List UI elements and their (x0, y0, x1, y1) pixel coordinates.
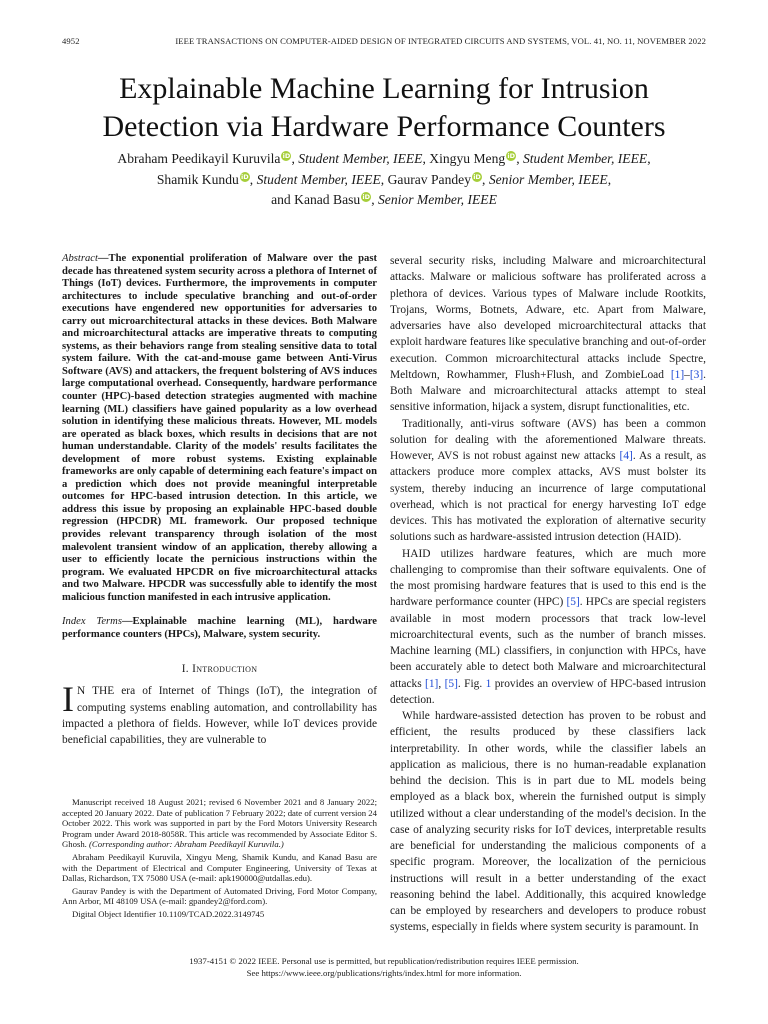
paragraph-text: . Both Malware and microarchitectural attacks attempt to steal sensitive information, hijack a system, disrupt functionalities, etc. (390, 368, 706, 414)
paragraph-text: . Fig. (457, 677, 486, 690)
drop-cap: I (62, 679, 74, 720)
title-line-2: Detection via Hardware Performance Counters (102, 110, 666, 143)
paragraph-text: several security risks, including Malware and microarchitectural attacks. Malware or malicious software has proliferated across a plethora of devices. Various types of Malware include Rootkits, Trojans, Worms, Botnets, Adware, etc. Apart from Malware, adversaries have also developed microarchitectural attacks that exploit hardware features like speculative branching and out-of-order execution. Common microarchitectural attacks include Spectre, Meltdown, Rowhammer, Flush+Flush, and ZombieLoad (390, 255, 706, 381)
author-list (40, 149, 728, 211)
orcid-icon[interactable]: iD (473, 172, 481, 181)
paragraph-text: . As a result, as attackers produce more complex attacks, AVS must bolster its system, thereby inducing an incurrence of large computational overhead, which is not practical for energy harvesting IoT edge devices. This has motivated the exploration of alternative security solutions such as hardware-assisted intrusion detection (HAID). (390, 450, 707, 544)
index-terms-label: Index Terms (62, 616, 122, 628)
author-name: Shamik Kundu (156, 171, 239, 187)
intro-paragraph (62, 679, 377, 747)
author-name: Gaurav Pandey (387, 171, 472, 187)
index-terms-text: Explainable machine learning (ML), hardware performance counters (HPCs), Malware, system security. (62, 616, 377, 640)
footnote-doi: Digital Object Identifier 10.1109/TCAD.2022.3149745 (72, 908, 265, 919)
abstract: Abstract—The exponential proliferation of Malware over the past decade has threatened system security across a plethora of Internet of Things (IoT) devices. Furthermore, the improvements in computer architectures to include speculative branching and out-of-order executions have engendered new opportunities for adversaries to carry out microarchitectural attacks in these devices. Both Malware and microarchitectural attacks are imperative threats to computing systems, as their behaviors range from stealing sensitive data to total system failure. With the cat-and-mouse game between Anti-Virus Software (AVS) and attackers, the frequent bolstering of AVS induces large computational overhead. Consequently, hardware performance counter (HPC)-based detection strategies augmented with machine learning (ML) classifiers have gained popularity as a low overhead solution in identifying these malicious threats. However, ML models are operated as black boxes, which results in decisions that are not human understandable. Clarity of the models' results facilitates the development of more robust systems. Existing explainable frameworks are only capable of determining each feature's impact on a prediction which does not provide meaningful interpretable outcomes for HPC-based intrusion detection. In this article, we address this issue by proposing an explainable HPC-based double regression (HPCDR) ML framework. Our proposed technique provides relevant transparency through isolation of the most malevolent transient window of an application, thereby allowing a user to efficiently locate the pernicious instructions within the program. We evaluated HPCDR on five microarchitectural attacks and two Malware. HPCDR was successfully able to identify the most malicious function manifested in each intrusive application. (62, 253, 377, 603)
abstract-text: The exponential proliferation of Malware over the past decade has threatened system security across a plethora of Internet of Things (IoT) devices. Furthermore, the improvements in computer architectures to include speculative branching and out-of-order executions have engendered new opportunities for adversaries to carry out microarchitectural attacks in these devices. Both Malware and microarchitectural attacks are imperative threats to computing systems, as their behaviors range from stealing sensitive data to total system failure. With the cat-and-mouse game between Anti-Virus Software (AVS) and attackers, the frequent bolstering of AVS induces large computational overhead. Consequently, hardware performance counter (HPC)-based detection strategies augmented with machine learning (ML) classifiers have gained popularity as a low overhead solution in identifying these malicious threats. However, ML models are operated as black boxes, which results in decisions that are not human understandable. Clarity of the models' results facilitates the development of more robust systems. Existing explainable frameworks are only capable of determining each feature's impact on a prediction which does not provide meaningful interpretable outcomes for HPC-based intrusion detection. In this article, we address this issue by proposing an explainable HPC-based double regression (HPCDR) ML framework. Our proposed technique provides relevant transparency through isolation of the most malevolent transient window of an application, thereby allowing a user to efficiently locate the pernicious instructions within the program. We evaluated HPCDR on five microarchitectural attacks and two Malware. HPCDR was successfully able to identify the most malicious function manifested in each intrusive application. (62, 253, 377, 603)
citation-link[interactable]: [4] (619, 450, 633, 462)
left-column (62, 253, 377, 748)
footnote-manuscript (62, 797, 377, 850)
title-line-1: Explainable Machine Learning for Intrusion (119, 72, 649, 105)
paragraph-text: HAID utilizes hardware features, which are much more challenging to compromise than their software equivalents. One of the most promising hardware features that is used to this end is the hardware performance counter (HPC) (390, 547, 706, 609)
copyright-line-2: See https://www.ieee.org/publications/rights/index.html for more information. (246, 968, 522, 978)
citation-link[interactable]: [3] (689, 368, 704, 381)
author-role: Senior Member, IEEE (378, 192, 497, 207)
author-connector: and (271, 192, 291, 207)
section-number: I. (181, 663, 189, 676)
citation-link[interactable]: [5] (444, 677, 458, 690)
citation-link[interactable]: [5] (566, 596, 580, 609)
author-line-2: Shamik Kundu iD, Student Member, IEEE, Gaurav Pandey iD, Senior Member, IEEE, (156, 171, 612, 187)
page-number: 4952 (62, 36, 80, 46)
footnote-affiliation-2: Gaurav Pandey is with the Department of Automated Driving, Ford Motor Company, Ann Arbor, MI 48109 USA (e-mail: gpandey2@ford.com). (62, 885, 377, 907)
copyright-line-1: 1937-4151 © 2022 IEEE. Personal use is permitted, but republication/redistribution requires IEEE permission. (189, 956, 579, 966)
author-role: Student Member, IEEE (256, 171, 381, 187)
author-line-1: Abraham Peedikayil Kuruvila iD, Student Member, IEEE, Xingyu Meng iD, Student Member, IEEE, (117, 151, 651, 166)
author-line-3: and Kanad Basu iD, Senior Member, IEEE (271, 192, 497, 207)
corresponding-author-note: (Corresponding author: Abraham Peedikayil Kuruvila.) (89, 839, 284, 850)
right-column (390, 253, 706, 936)
citation-link[interactable]: [1] (425, 677, 439, 690)
author-name: Kanad Basu (294, 192, 361, 207)
body-paragraph-1 (390, 253, 706, 416)
orcid-icon[interactable]: iD (282, 152, 291, 160)
citation-link[interactable]: [1] (670, 368, 685, 381)
footnote-manuscript-text: Manuscript received 18 August 2021; revised 6 November 2021 and 8 January 2022; accepted 20 January 2022. Date of publication 7 February 2022; date of current version 24 October 2022. This work was supported in part by the Ford Motors University Research Program under Award 2018-8058R. This article was recommended by Associate Editor S. Ghosh. (62, 797, 377, 850)
paper-title (40, 70, 728, 146)
author-name: Abraham Peedikayil Kuruvila (117, 151, 281, 166)
author-role: Student Member, IEEE (522, 151, 648, 166)
intro-text: N THE era of Internet of Things (IoT), the integration of computing systems enabling automation, and controllability has impacted a plethora of fields. However, while IoT devices provide beneficial capabilities, they are vulnerable to (62, 685, 377, 746)
copyright-notice (62, 955, 706, 979)
footnotes (62, 797, 377, 922)
author-role: Senior Member, IEEE (488, 171, 608, 187)
citation-separator: , (438, 677, 445, 690)
author-role: Student Member, IEEE (298, 151, 423, 166)
body-paragraph-2 (390, 416, 706, 546)
section-heading (62, 663, 377, 675)
author-name: Xingyu Meng (429, 151, 506, 166)
paragraph-text: . HPCs are special registers available in most modern processors that track low-level microarchitectural events, such as the number of branch misses. Machine learning (ML) classifiers, in conjunction with HPCs, have been accurately able to detect both Malware and microarchitectural attacks (390, 596, 706, 690)
citation-range-dash: – (684, 368, 690, 381)
section-title-text: Introduction (192, 663, 258, 676)
orcid-icon[interactable]: iD (507, 152, 515, 160)
figure-link[interactable]: 1 (485, 677, 492, 690)
journal-header: IEEE TRANSACTIONS ON COMPUTER-AIDED DESIGN OF INTEGRATED CIRCUITS AND SYSTEMS, VOL. 41, NO. 11, NOVEMBER 2022 (175, 36, 706, 46)
body-paragraph-4: While hardware-assisted detection has proven to be robust and efficient, the results produced by these classifiers lack interpretability. In other words, while the classifier labels an application as malicious, there is no human-readable explanation behind the decision. This is in part due to ML models being employed as a black box, wherein the furnished output is simply utilized without a clear understanding of the model's decision. In the case of analyzing security risks for IoT devices, interpretable results are beneficial for understanding the malicious components of a specific program. Moreover, the localization of the pernicious instructions will result in a better understanding of the exact reasoning behind the label. Additionally, this acquired knowledge can be employed by researchers and developers to produce robust systems, especially in fields where system security is paramount. In (390, 710, 706, 934)
body-paragraph-3 (390, 546, 706, 709)
footnote-affiliation-1: Abraham Peedikayil Kuruvila, Xingyu Meng, Shamik Kundu, and Kanad Basu are with the Department of Electrical and Computer Engineering, University of Texas at Dallas, Richardson, TX 75080 USA (e-mail: apk190000@utdallas.edu). (62, 851, 377, 884)
paragraph-text: Traditionally, anti-virus software (AVS) has been a common solution for dealing with the aforementioned Malware threats. However, AVS is not robust against new attacks (390, 417, 706, 462)
abstract-label: Abstract (62, 253, 98, 264)
orcid-icon[interactable]: iD (362, 193, 371, 201)
index-terms: Index Terms—Explainable machine learning (ML), hardware performance counters (HPCs), Malware, system security. (62, 616, 377, 640)
paragraph-text: provides an overview of HPC-based intrusion detection. (390, 677, 707, 706)
orcid-icon[interactable]: iD (240, 172, 249, 181)
